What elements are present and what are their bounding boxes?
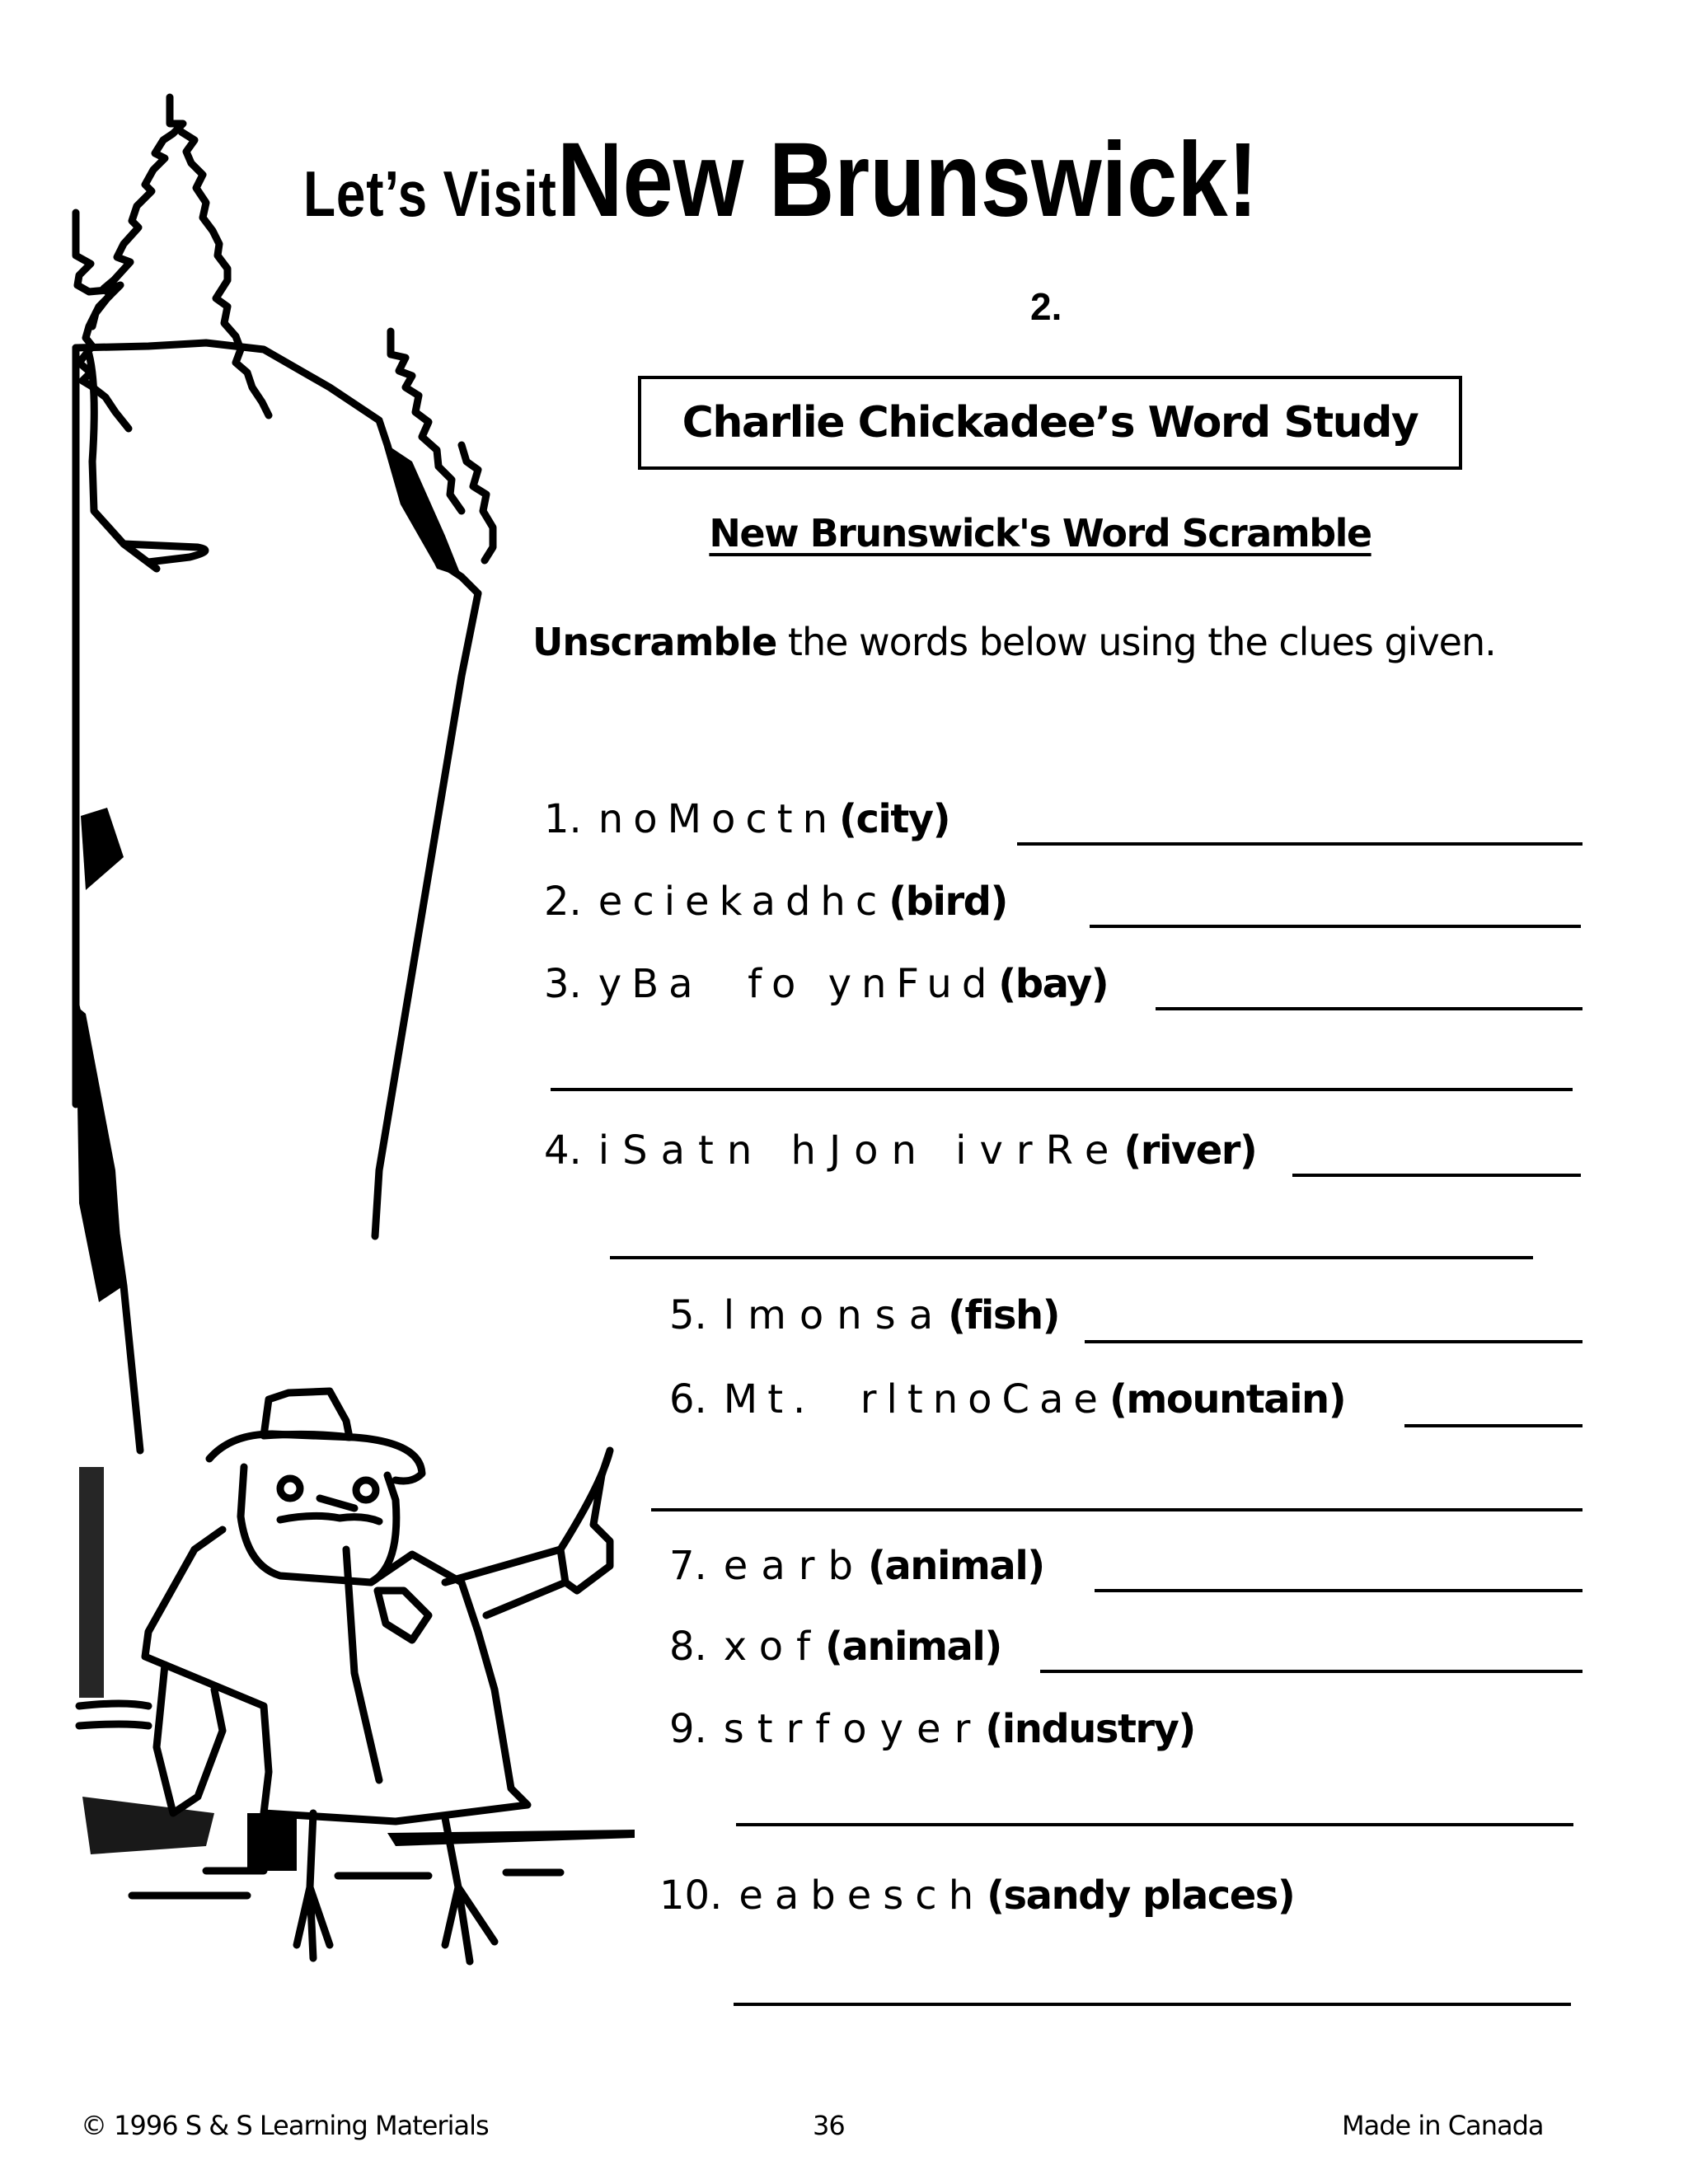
- clue: (sandy places): [987, 1872, 1295, 1919]
- item-number: 3.: [544, 961, 582, 1007]
- answer-line-9[interactable]: [736, 1823, 1573, 1826]
- clue: (bay): [998, 961, 1109, 1007]
- scramble-item-4: [544, 1127, 1256, 1174]
- item-number: 2.: [544, 879, 582, 925]
- scramble-item-10: [659, 1872, 1294, 1919]
- scrambled-word: Mt. rltnoCae: [723, 1376, 1108, 1422]
- scrambled-word: earb: [723, 1543, 866, 1589]
- scrambled-word: yBa fo ynFud: [598, 961, 997, 1007]
- scrambled-word: xof: [723, 1624, 823, 1670]
- scrambled-word: strfoyer: [723, 1706, 984, 1752]
- chickadee-cliff-illustration: [0, 0, 659, 2044]
- chickadee-legs: [297, 1813, 330, 1958]
- boxed-title-text: Charlie Chickadee’s Word Study: [682, 398, 1418, 448]
- scramble-item-8: [669, 1624, 1001, 1670]
- clue: (animal): [867, 1543, 1044, 1589]
- footer-copyright: © 1996 S & S Learning Materials: [81, 2110, 489, 2141]
- item-number: 5.: [669, 1292, 707, 1338]
- footer-made-in: Made in Canada: [1342, 2110, 1544, 2141]
- answer-line-4b[interactable]: [610, 1256, 1533, 1259]
- answer-line-6a[interactable]: [1404, 1424, 1582, 1427]
- answer-line-2[interactable]: [1090, 925, 1581, 928]
- title-prefix: Let’s Visit: [303, 157, 557, 230]
- section-number: 2.: [1030, 285, 1062, 328]
- page-title: [303, 120, 1372, 241]
- clue: (mountain): [1109, 1376, 1346, 1422]
- answer-line-3b[interactable]: [551, 1088, 1573, 1091]
- item-number: 6.: [669, 1376, 707, 1422]
- instructions: [532, 615, 1505, 669]
- answer-line-1[interactable]: [1017, 842, 1582, 846]
- scrambled-word: eabesch: [738, 1872, 986, 1919]
- scramble-item-7: [669, 1543, 1044, 1589]
- instructions-bold: Unscramble: [532, 620, 777, 664]
- clue: (river): [1123, 1127, 1257, 1174]
- clue: (industry): [985, 1706, 1195, 1752]
- subtitle-text: New Brunswick's Word Scramble: [709, 511, 1372, 555]
- item-number: 9.: [669, 1706, 707, 1752]
- subtitle: [669, 511, 1411, 555]
- scramble-item-6: [669, 1376, 1345, 1422]
- scramble-item-2: [544, 879, 1007, 925]
- footer-page-number: 36: [813, 2110, 845, 2141]
- item-number: 4.: [544, 1127, 582, 1174]
- item-number: 10.: [659, 1872, 723, 1919]
- scramble-item-1: [544, 796, 950, 842]
- answer-line-8[interactable]: [1040, 1670, 1582, 1673]
- item-number: 1.: [544, 796, 582, 842]
- answer-line-4a[interactable]: [1292, 1174, 1581, 1177]
- item-number: 8.: [669, 1624, 707, 1670]
- scrambled-word: eciekadhc: [598, 879, 888, 925]
- answer-line-6b[interactable]: [651, 1508, 1582, 1511]
- instructions-text: the words below using the clues given.: [776, 620, 1496, 664]
- scramble-item-3: [544, 961, 1108, 1007]
- clue: (city): [839, 796, 950, 842]
- clue: (bird): [889, 879, 1007, 925]
- answer-line-7[interactable]: [1095, 1589, 1582, 1592]
- clue: (fish): [948, 1292, 1060, 1338]
- title-main: New Brunswick!: [556, 121, 1258, 239]
- scramble-item-9: [669, 1706, 1195, 1752]
- clue: (animal): [825, 1624, 1001, 1670]
- scrambled-word: noMoctn: [598, 796, 837, 842]
- ranger-hat-icon: [264, 1391, 349, 1437]
- item-number: 7.: [669, 1543, 707, 1589]
- scrambled-word: iSatn hJon ivrRe: [598, 1127, 1123, 1174]
- boxed-title: [638, 376, 1462, 470]
- scramble-item-5: [669, 1292, 1059, 1338]
- scrambled-word: lmonsa: [723, 1292, 947, 1338]
- answer-line-5[interactable]: [1085, 1340, 1582, 1343]
- answer-line-3a[interactable]: [1156, 1007, 1582, 1010]
- answer-line-10[interactable]: [734, 2003, 1571, 2006]
